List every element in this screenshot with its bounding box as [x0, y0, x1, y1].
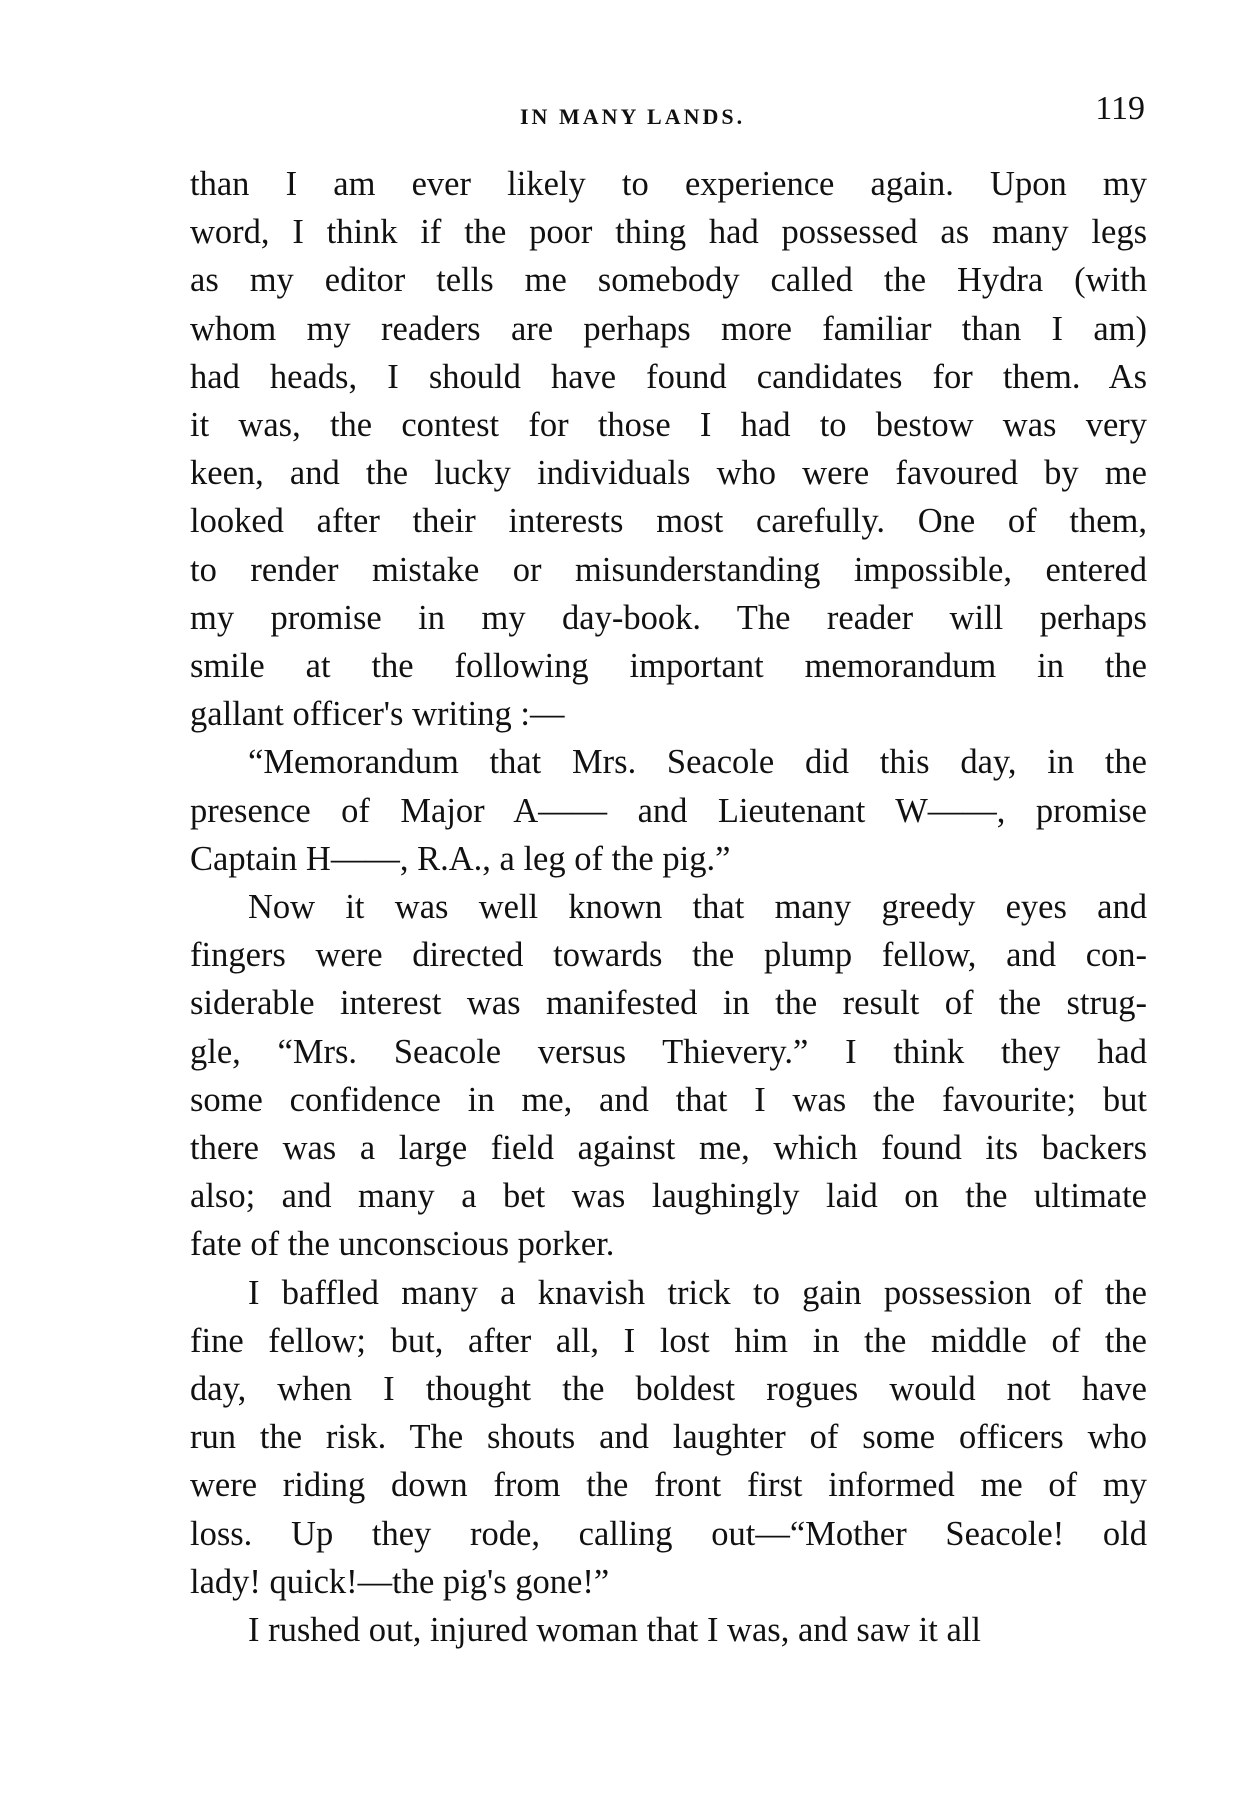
text-line: gallant officer's writing :—	[190, 695, 565, 734]
text-line: Captain H——, R.A., a leg of the pig.”	[190, 839, 731, 878]
paragraph	[190, 1606, 1147, 1654]
text-line: fate of the unconscious porker.	[190, 1225, 615, 1264]
text-line: siderable interest was manifested in the result of the strug-	[190, 984, 1147, 1023]
text-line: some confidence in me, and that I was the favourite; but	[190, 1080, 1147, 1119]
text-line: fingers were directed towards the plump fellow, and con-	[190, 936, 1147, 975]
paragraph	[190, 738, 1147, 883]
text-line: keen, and the lucky individuals who were favoured by me	[190, 454, 1147, 493]
body-text	[190, 160, 1147, 1654]
page-header	[520, 90, 1145, 140]
text-line: lady! quick!—the pig's gone!”	[190, 1562, 610, 1601]
text-line: to render mistake or misunderstanding impossible, entered	[190, 550, 1147, 589]
paragraph	[190, 883, 1147, 1269]
paragraph	[190, 1269, 1147, 1606]
text-line: fine fellow; but, after all, I lost him in the middle of the	[190, 1321, 1147, 1360]
paragraph	[190, 160, 1147, 738]
text-line: there was a large field against me, which found its backers	[190, 1129, 1147, 1168]
text-line: also; and many a bet was laughingly laid on the ultimate	[190, 1177, 1147, 1216]
text-line: gle, “Mrs. Seacole versus Thievery.” I think they had	[190, 1032, 1147, 1071]
text-line: “Memorandum that Mrs. Seacole did this day, in the	[248, 743, 1147, 782]
text-line: I baffled many a knavish trick to gain possession of the	[248, 1273, 1147, 1312]
running-title: IN MANY LANDS.	[520, 104, 746, 129]
text-line: Now it was well known that many greedy eyes and	[248, 888, 1147, 927]
text-line: looked after their interests most carefully. One of them,	[190, 502, 1147, 541]
text-line: day, when I thought the boldest rogues would not have	[190, 1370, 1147, 1409]
text-line: my promise in my day-book. The reader will perhaps	[190, 598, 1147, 637]
text-line: it was, the contest for those I had to bestow was very	[190, 406, 1147, 445]
text-line: smile at the following important memorandum in the	[190, 647, 1147, 686]
text-line: word, I think if the poor thing had possessed as many legs	[190, 213, 1147, 252]
text-line: I rushed out, injured woman that I was, and saw it all	[248, 1611, 981, 1650]
text-line: whom my readers are perhaps more familiar than I am)	[190, 309, 1147, 348]
text-line: presence of Major A—— and Lieutenant W——, promise	[190, 791, 1147, 830]
text-line: than I am ever likely to experience again. Upon my	[190, 165, 1147, 203]
text-line: run the risk. The shouts and laughter of some officers who	[190, 1418, 1147, 1457]
text-line: as my editor tells me somebody called the Hydra (with	[190, 261, 1147, 300]
text-line: had heads, I should have found candidates for them. As	[190, 357, 1147, 396]
page-number: 119	[1095, 90, 1145, 127]
text-line: loss. Up they rode, calling out—“Mother Seacole! old	[190, 1514, 1147, 1553]
text-line: were riding down from the front first informed me of my	[190, 1466, 1147, 1505]
